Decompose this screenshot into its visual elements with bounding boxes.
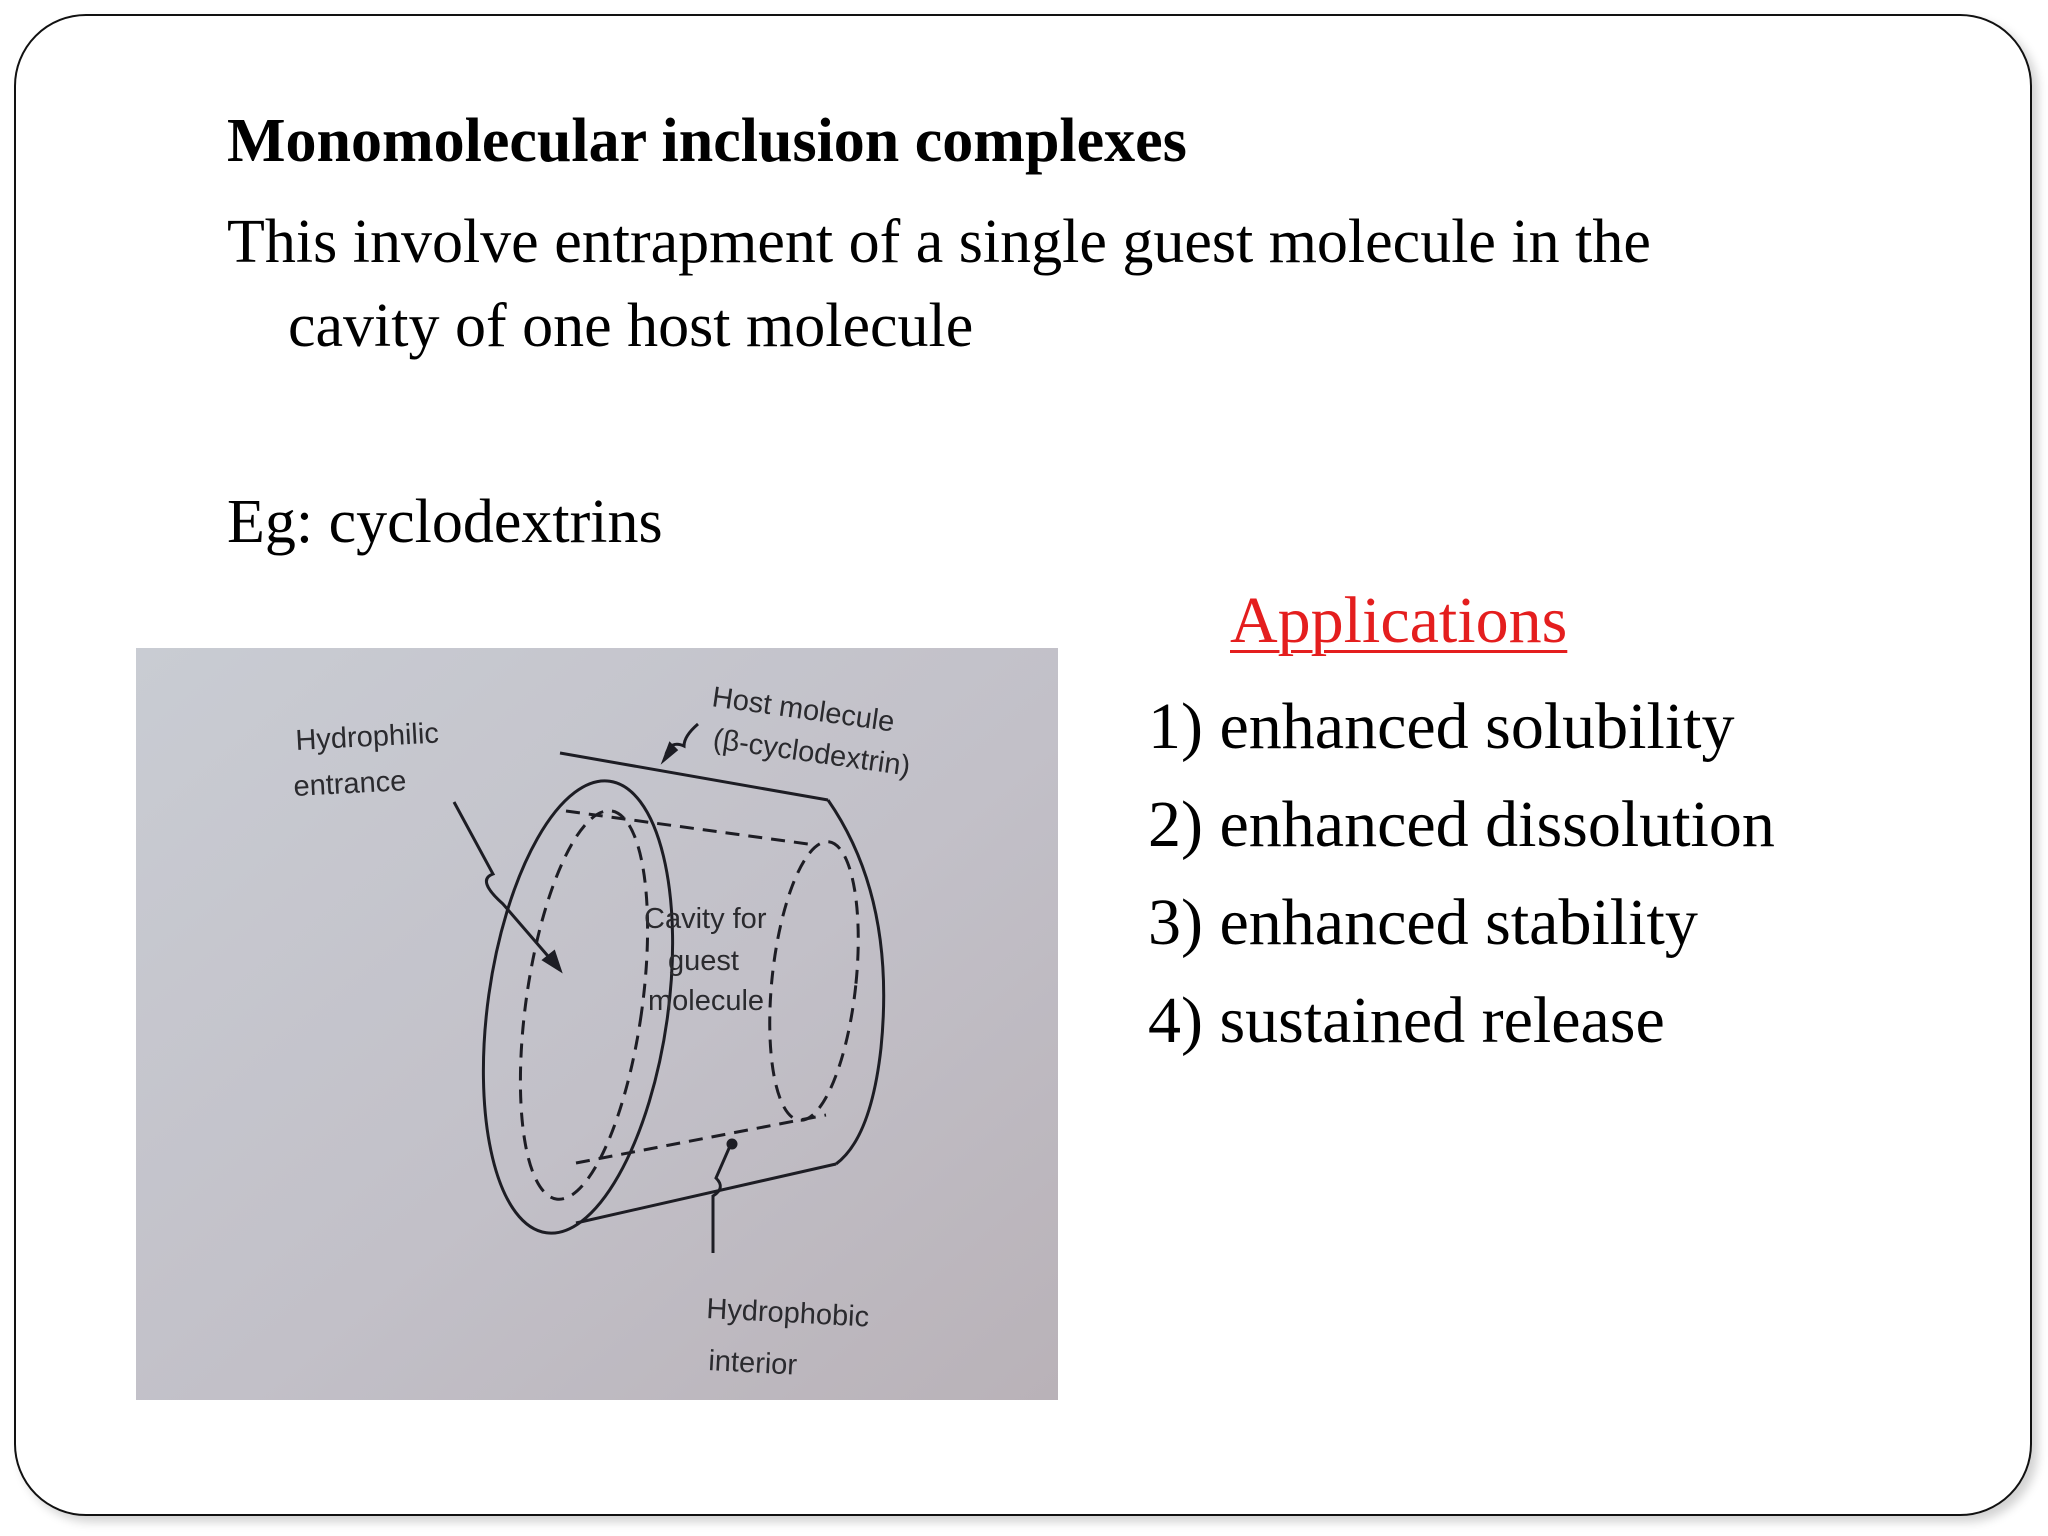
- cyclodextrin-diagram: [136, 648, 1058, 1400]
- host-label-1: Host molecule: [710, 681, 897, 739]
- application-item: 2) enhanced dissolution: [1148, 788, 1775, 861]
- intro-text-line-1: This involve entrapment of a single guest molecule in the: [227, 208, 1651, 276]
- application-item: 4) sustained release: [1148, 984, 1665, 1057]
- applications-title: Applications: [1230, 584, 1568, 657]
- cavity-label-1: Cavity for: [644, 903, 767, 935]
- cavity-label-3: molecule: [648, 985, 765, 1017]
- application-item: 3) enhanced stability: [1148, 886, 1698, 959]
- entrance-label-2: entrance: [292, 765, 408, 803]
- cavity-label-2: guest: [668, 945, 739, 977]
- application-item: 1) enhanced solubility: [1148, 690, 1735, 763]
- applications-list: [1148, 678, 1775, 1070]
- entrance-label-1: Hydrophilic: [294, 717, 440, 757]
- interior-label-1: Hydrophobic: [705, 1293, 870, 1334]
- slide-heading: Monomolecular inclusion complexes: [227, 107, 1187, 175]
- example-text: Eg: cyclodextrins: [227, 488, 663, 556]
- intro-text-line-2: cavity of one host molecule: [288, 292, 974, 360]
- host-label-2: (β-cyclodextrin): [711, 723, 913, 783]
- interior-label-2: interior: [707, 1345, 798, 1382]
